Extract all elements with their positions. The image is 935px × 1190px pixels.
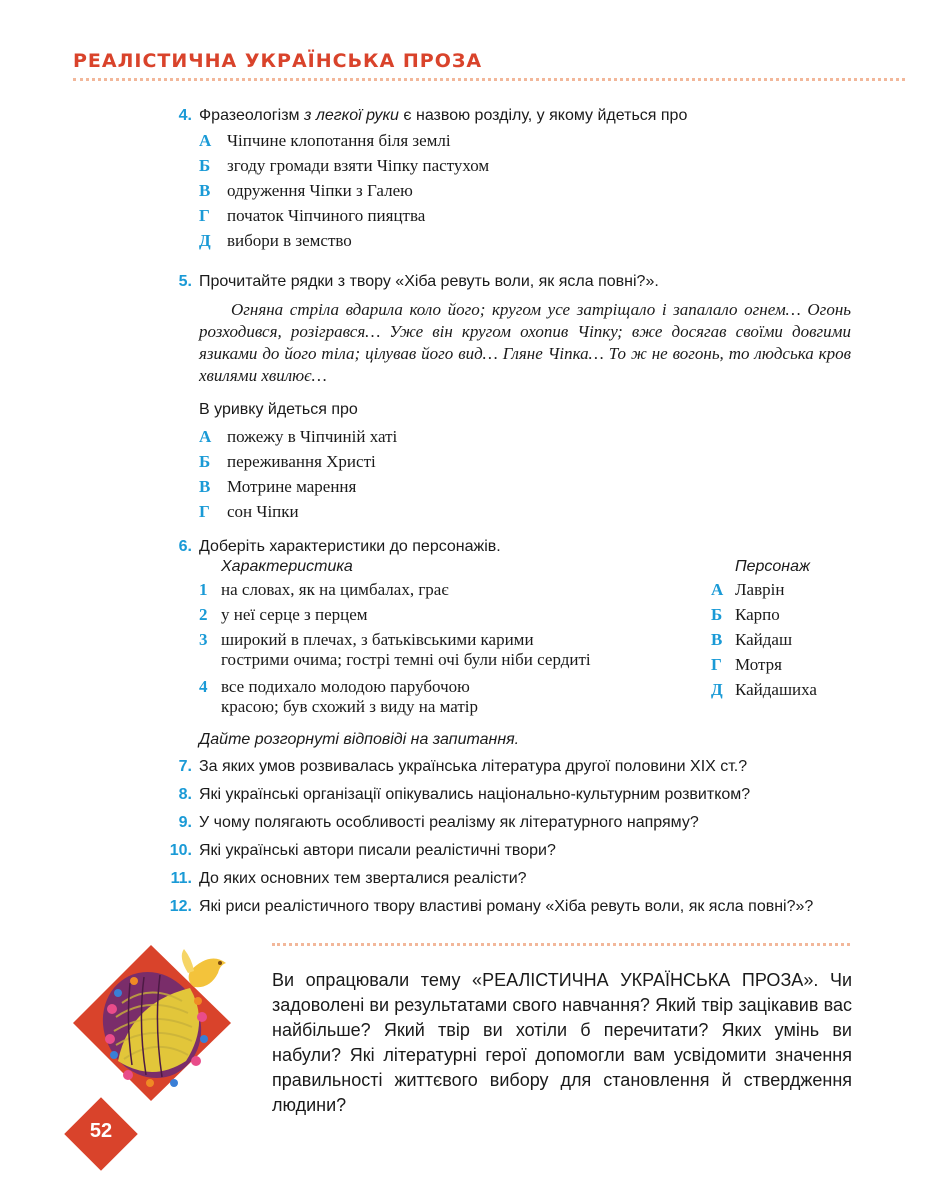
page-number: 52: [89, 1120, 113, 1142]
character-item: Б Карпо: [711, 605, 780, 624]
characteristic-item: 2 у неї серце з перцем: [199, 605, 368, 624]
character-item: А Лаврін: [711, 580, 785, 599]
answer-option: А Чіпчине клопотання біля землі: [199, 131, 451, 150]
question-prompt: В уривку йдеться про: [199, 401, 358, 418]
page-header-title: РЕАЛІСТИЧНА УКРАЇНСЬКА ПРОЗА: [73, 50, 483, 72]
characteristic-item: 1 на словах, як на цимбалах, грає: [199, 580, 449, 599]
character-item: Д Кайдашиха: [711, 680, 817, 699]
header-divider: [73, 78, 905, 81]
question-text: Фразеологізм з легкої руки є назвою розділу, у якому йдеться про: [199, 107, 688, 124]
answer-options: [199, 427, 397, 527]
question-number: 5.: [178, 273, 192, 290]
open-questions-list: [164, 758, 813, 926]
reflection-divider: [272, 943, 850, 946]
characters-list: [711, 580, 817, 705]
answer-option: Г сон Чіпки: [199, 502, 299, 521]
question-number: 6.: [178, 538, 192, 555]
open-question: 8. Які українські організації опікувались національно-культурним розвитком?: [178, 786, 751, 803]
answer-option: В Мотрине марення: [199, 477, 357, 496]
open-questions-heading: Дайте розгорнуті відповіді на запитання.: [199, 731, 520, 748]
reflection-text: Ви опрацювали тему «РЕАЛІСТИЧНА УКРАЇНСЬКА ПРОЗА». Чи задоволені ви результатами свого навчання? Який твір зацікавив вас найбільше? Який твір ви хотіли б перечитати? Яких умінь ви набули? Які літературні герої допомогли вам усвідомити значення правильності життєвого вибору для становлення й ствердження людини?: [272, 970, 852, 1115]
question-text: Доберіть характеристики до персонажів.: [199, 538, 501, 555]
answer-option: А пожежу в Чіпчиній хаті: [199, 427, 398, 446]
column-heading-character: Персонаж: [735, 558, 810, 575]
character-item: В Кайдаш: [711, 630, 793, 649]
answer-option: Г початок Чіпчиного пияцтва: [199, 206, 426, 225]
characteristics-list: [199, 580, 699, 724]
answer-option: В одруження Чіпки з Галею: [199, 181, 413, 200]
question-number: 4.: [178, 107, 192, 124]
open-question: 7. За яких умов розвивалась українська література другої половини XIX ст.?: [178, 758, 748, 775]
question-text: Прочитайте рядки з твору «Хіба ревуть воли, як ясла повні?».: [199, 273, 659, 290]
character-item: Г Мотря: [711, 655, 782, 674]
answer-options: [199, 131, 489, 256]
decorative-ball-bird-icon: [70, 943, 245, 1103]
characteristic-item: 4 все подихало молодою парубочою красою; був схожий з виду на матір: [199, 677, 479, 716]
answer-option: Д вибори в земство: [199, 231, 352, 250]
column-heading-characteristic: Характеристика: [221, 558, 353, 575]
open-question: 9. У чому полягають особливості реалізму як літературного напряму?: [178, 814, 699, 831]
answer-option: Б переживання Христі: [199, 452, 376, 471]
answer-option: Б згоду громади взяти Чіпку пастухом: [199, 156, 490, 175]
characteristic-item: 3 широкий в плечах, з батьківськими карими гострими очима; гострі темні очі були ніби сердиті: [199, 630, 591, 669]
open-question: 11. До яких основних тем зверталися реалісти?: [170, 870, 527, 887]
open-question: 10. Які українські автори писали реалістичні твори?: [169, 842, 556, 859]
quote-excerpt: Огняна стріла вдарила коло його; кругом усе затріщало і запалало огнем… Огонь розходився, розігрався… Уже він кругом охопив Чіпку; вже досягав своїми довгими язиками до його тіла; цілував його вид… Гляне Чіпка… То ж не вогонь, то людська кров хвилями хвилює…: [199, 300, 851, 385]
open-question: 12. Які риси реалістичного твору властиві роману «Хіба ревуть воли, як ясла повні?»?: [169, 898, 814, 915]
